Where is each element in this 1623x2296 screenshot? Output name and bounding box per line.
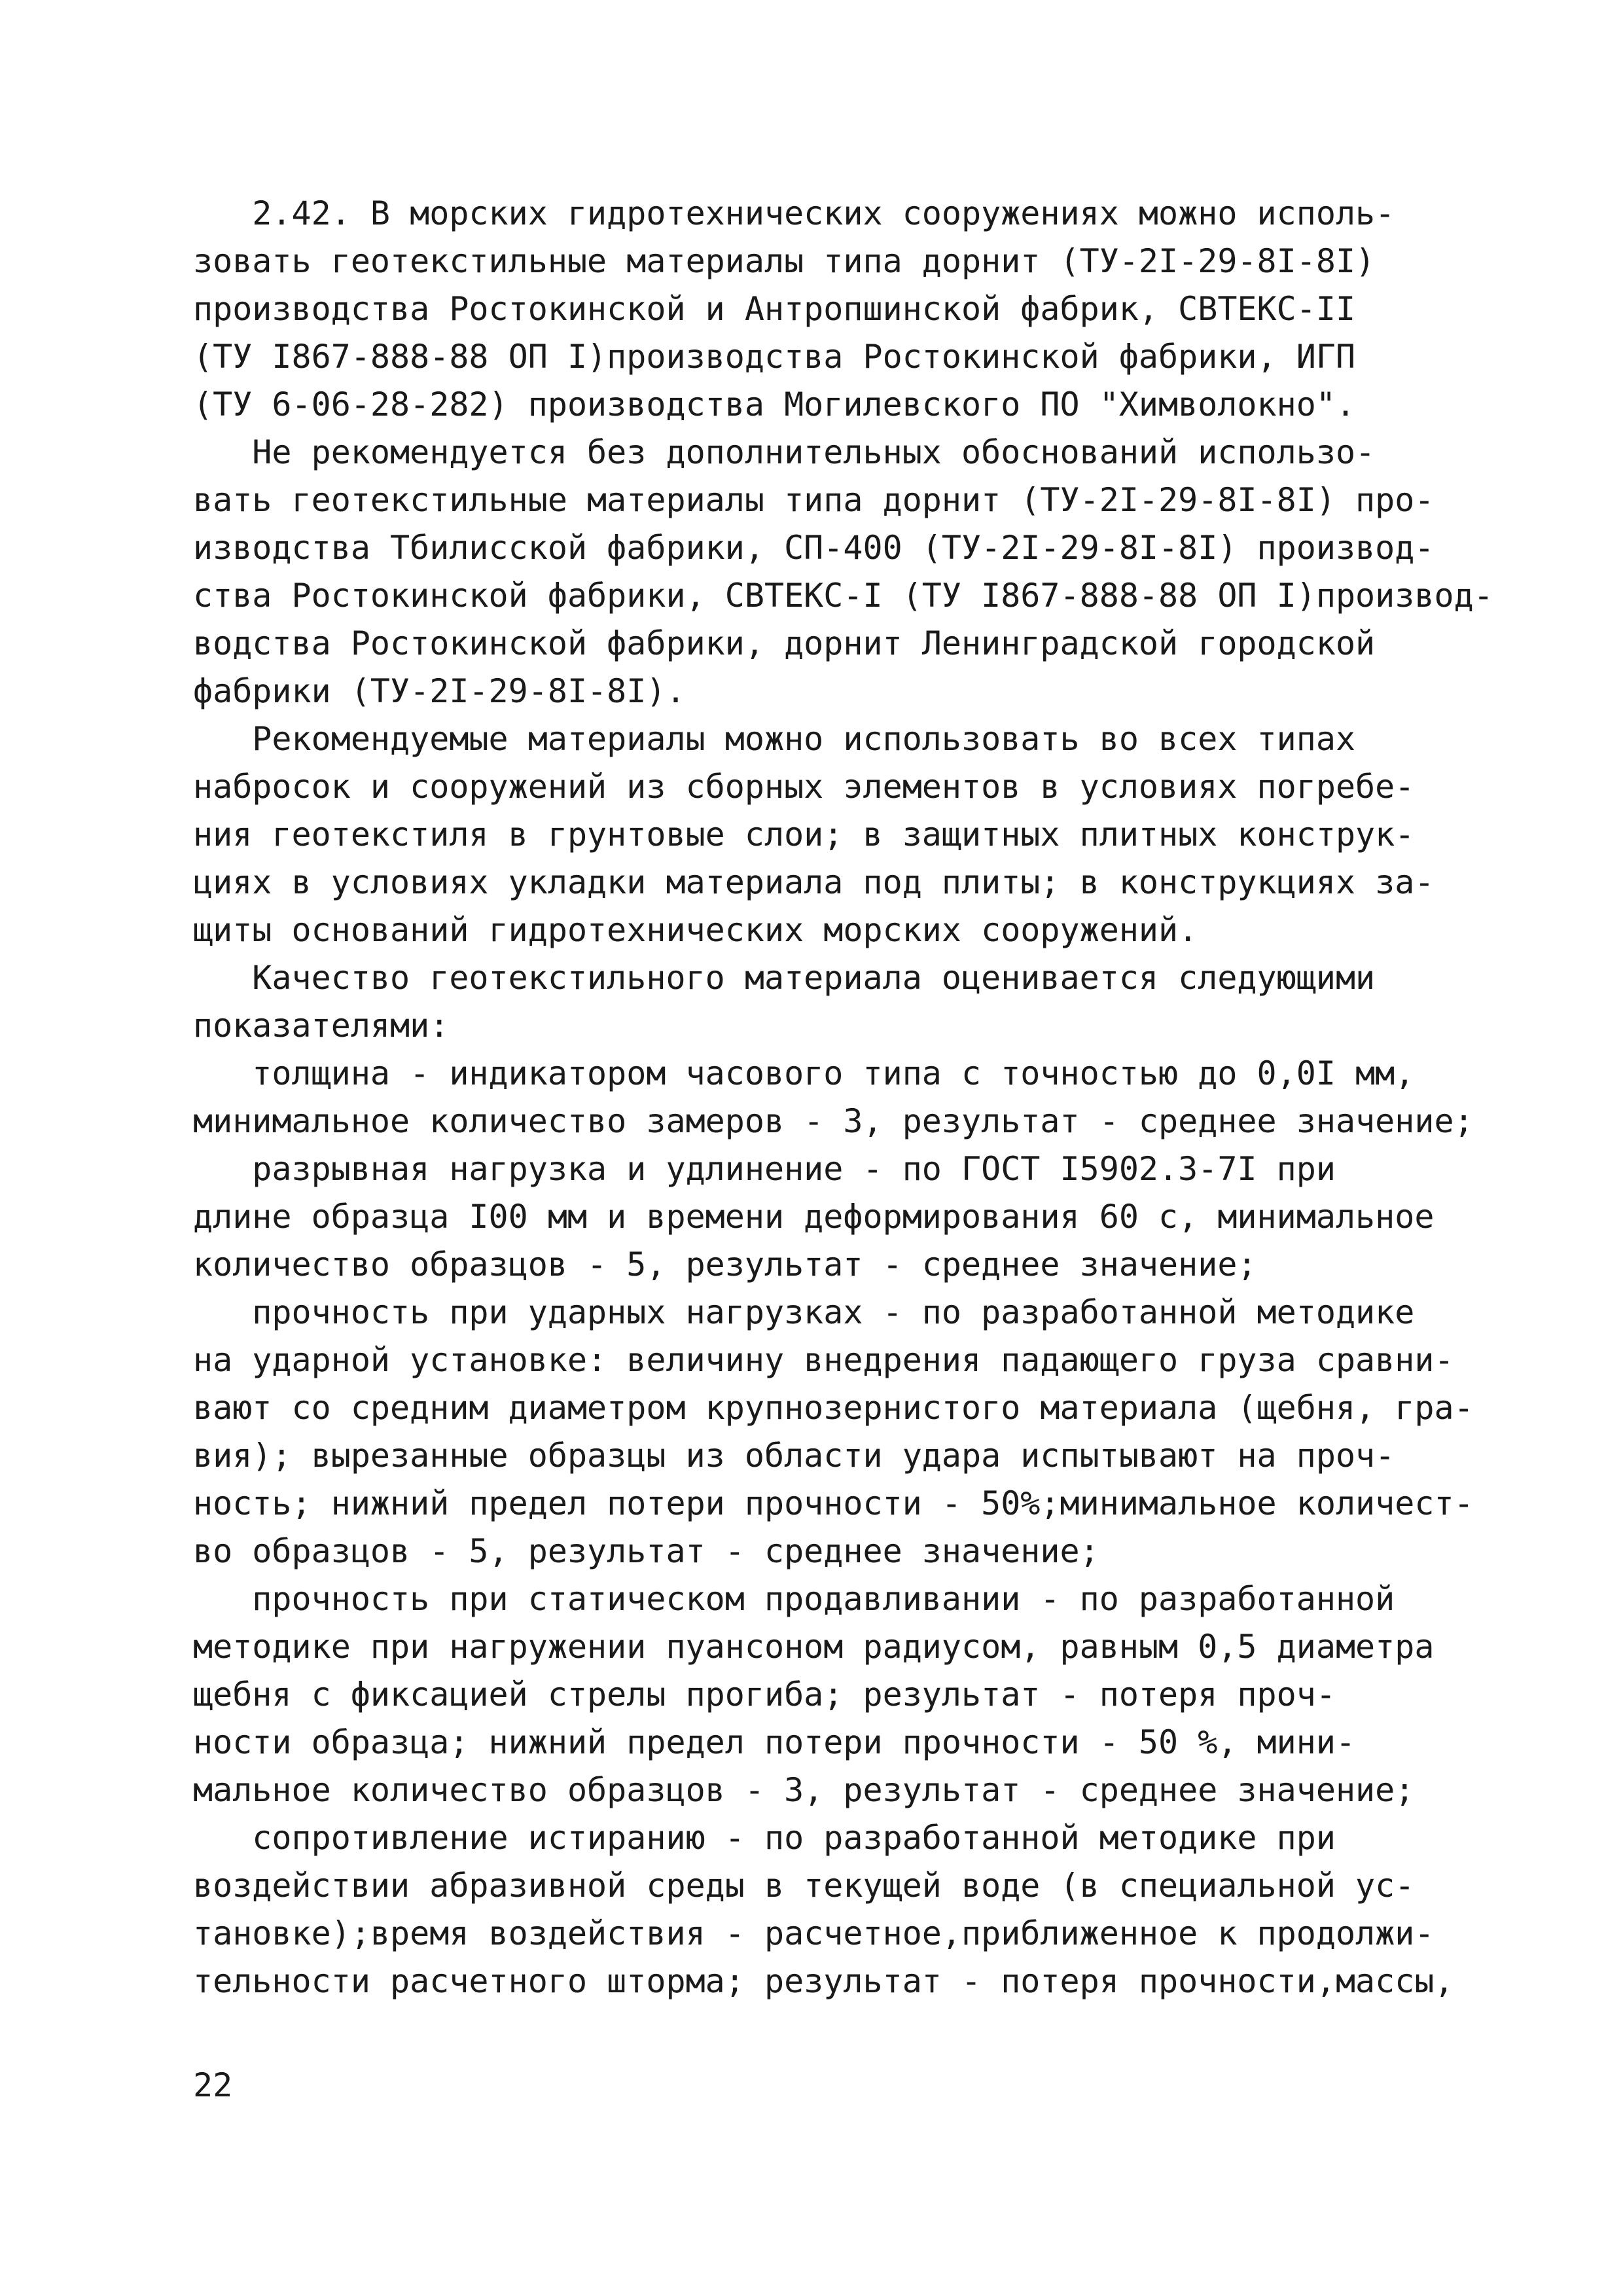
text-line: прочность при ударных нагрузках - по разработанной методике (193, 1293, 1415, 1331)
text-line: фабрики (ТУ-2I-29-8I-8I). (193, 672, 686, 710)
text-line: водства Ростокинской фабрики, дорнит Ленинградской городской (193, 624, 1376, 662)
text-line: щиты оснований гидротехнических морских сооружений. (193, 911, 1198, 949)
text-line: (ТУ I867-888-88 ОП I)производства Ростокинской фабрики, ИГП (193, 338, 1356, 376)
text-line: минимальное количество замеров - 3, результат - среднее значение; (193, 1102, 1474, 1140)
text-line: набросок и сооружений из сборных элементов в условиях погребе- (193, 768, 1415, 806)
text-line: ства Ростокинской фабрики, СВТЕКС-I (ТУ I867-888-88 ОП I)производ- (193, 577, 1493, 615)
text-line: во образцов - 5, результат - среднее значение; (193, 1532, 1099, 1570)
text-line: (ТУ 6-06-28-282) производства Могилевского ПО "Химволокно". (193, 386, 1356, 423)
text-line: ния геотекстиля в грунтовые слои; в защитных плитных конструк- (193, 816, 1415, 853)
text-line: тановке);время воздействия - расчетное,приближенное к продолжи- (193, 1914, 1435, 1952)
text-line: вать геотекстильные материалы типа дорнит (ТУ-2I-29-8I-8I) про- (193, 481, 1435, 519)
text-line: прочность при статическом продавливании - по разработанной (193, 1580, 1395, 1618)
text-line: циях в условиях укладки материала под плиты; в конструкциях за- (193, 863, 1435, 901)
text-line: ности образца; нижний предел потери прочности - 50 %, мини- (193, 1723, 1356, 1761)
text-line: на ударной установке: величину внедрения падающего груза сравни- (193, 1341, 1454, 1379)
text-line: показателями: (193, 1007, 450, 1045)
page-number: 22 (193, 2066, 233, 2104)
text-line: длине образца I00 мм и времени деформирования 60 с, минимальное (193, 1198, 1435, 1236)
text-line: сопротивление истиранию - по разработанной методике при (193, 1819, 1336, 1857)
text-line: тельности расчетного шторма; результат - потеря прочности,массы, (193, 1962, 1454, 2000)
text-line: толщина - индикатором часового типа с точностью до 0,0I мм, (193, 1054, 1415, 1092)
text-line: мальное количество образцов - 3, результат - среднее значение; (193, 1771, 1415, 1809)
text-line: методике при нагружении пуансоном радиусом, равным 0,5 диаметра (193, 1628, 1435, 1666)
text-line: воздействии абразивной среды в текущей воде (в специальной ус- (193, 1867, 1415, 1905)
text-line: вают со средним диаметром крупнозернистого материала (щебня, гра- (193, 1389, 1474, 1427)
text-line: вия); вырезанные образцы из области удара испытывают на проч- (193, 1437, 1395, 1475)
text-line: Качество геотекстильного материала оценивается следующими (193, 959, 1376, 997)
text-line: зовать геотекстильные материалы типа дорнит (ТУ-2I-29-8I-8I) (193, 242, 1376, 280)
text-line: 2.42. В морских гидротехнических сооружениях можно исполь- (193, 194, 1395, 232)
text-line: производства Ростокинской и Антропшинской фабрик, СВТЕКС-II (193, 290, 1356, 328)
text-line: щебня с фиксацией стрелы прогиба; результат - потеря проч- (193, 1676, 1336, 1713)
text-line: ность; нижний предел потери прочности - 50%;минимальное количест- (193, 1484, 1474, 1522)
body-text (193, 190, 1493, 2005)
text-line: изводства Тбилисской фабрики, СП-400 (ТУ-2I-29-8I-8I) производ- (193, 529, 1435, 567)
text-line: разрывная нагрузка и удлинение - по ГОСТ I5902.3-7I при (193, 1150, 1336, 1188)
text-line: количество образцов - 5, результат - среднее значение; (193, 1246, 1257, 1283)
text-line: Не рекомендуется без дополнительных обоснований использо- (193, 433, 1376, 471)
text-line: Рекомендуемые материалы можно использовать во всех типах (193, 720, 1356, 758)
